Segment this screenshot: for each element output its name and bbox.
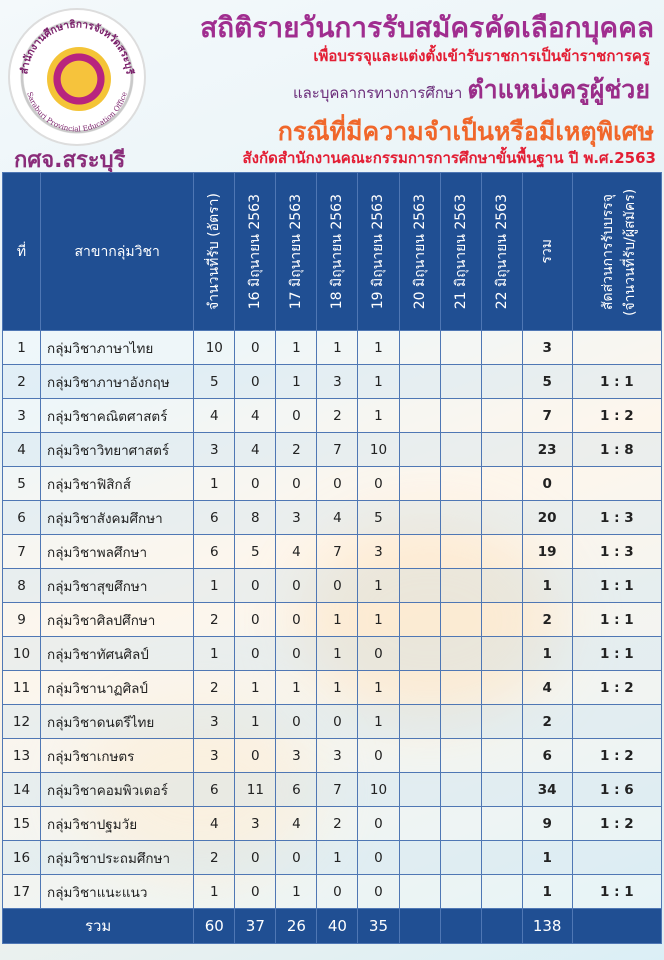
table-row [3,603,662,637]
cell-d21 [440,807,481,841]
cell-d19: 10 [358,433,399,467]
col-total: รวม [522,173,572,331]
cell-total: 1 [522,569,572,603]
cell-d16: 0 [235,875,276,909]
cell-d22 [481,501,522,535]
cell-total: 4 [522,671,572,705]
cell-d22 [481,603,522,637]
cell-ratio: 1 : 2 [572,671,661,705]
cell-d16: 4 [235,399,276,433]
cell-d16: 3 [235,807,276,841]
cell-d18: 0 [317,875,358,909]
cell-no: 5 [3,467,41,501]
cell-d17: 0 [276,399,317,433]
col-d18: 18 มิถุนายน 2563 [317,173,358,331]
col-quota: จำนวนที่รับ (อัตรา) [194,173,235,331]
cell-d19: 0 [358,807,399,841]
cell-no: 1 [3,331,41,365]
cell-d18: 1 [317,841,358,875]
cell-d22 [481,467,522,501]
cell-quota: 10 [194,331,235,365]
col-d17: 17 มิถุนายน 2563 [276,173,317,331]
cell-d21 [440,433,481,467]
subtitle-line-3 [293,70,650,110]
cell-d16: 0 [235,841,276,875]
cell-d16: 4 [235,433,276,467]
table-row [3,535,662,569]
cell-d22 [481,739,522,773]
cell-no: 11 [3,671,41,705]
cell-subject: กลุ่มวิชาศิลปศึกษา [41,603,194,637]
cell-ratio: 1 : 2 [572,399,661,433]
table-row [3,875,662,909]
cell-d20 [399,399,440,433]
cell-d16: 8 [235,501,276,535]
cell-d21 [440,467,481,501]
cell-d17: 1 [276,875,317,909]
cell-subject: กลุ่มวิชาเกษตร [41,739,194,773]
cell-d19: 5 [358,501,399,535]
total-d20 [399,909,440,944]
cell-no: 4 [3,433,41,467]
cell-no: 13 [3,739,41,773]
subtitle-line-4: กรณีที่มีความจำเป็นหรือมีเหตุพิเศษ [277,117,654,146]
cell-d16: 5 [235,535,276,569]
cell-d22 [481,331,522,365]
cell-ratio [572,467,661,501]
cell-total: 7 [522,399,572,433]
cell-subject: กลุ่มวิชาภาษาอังกฤษ [41,365,194,399]
cell-quota: 6 [194,535,235,569]
cell-ratio: 1 : 1 [572,569,661,603]
cell-total: 1 [522,841,572,875]
cell-d22 [481,671,522,705]
cell-d21 [440,705,481,739]
cell-d19: 1 [358,399,399,433]
cell-quota: 5 [194,365,235,399]
cell-d19: 3 [358,535,399,569]
cell-subject: กลุ่มวิชาแนะแนว [41,875,194,909]
cell-subject: กลุ่มวิชาปฐมวัย [41,807,194,841]
cell-no: 12 [3,705,41,739]
table-row [3,467,662,501]
cell-no: 8 [3,569,41,603]
col-d22: 22 มิถุนายน 2563 [481,173,522,331]
cell-d22 [481,399,522,433]
table-row [3,841,662,875]
cell-d21 [440,365,481,399]
cell-ratio: 1 : 6 [572,773,661,807]
cell-d21 [440,331,481,365]
cell-d19: 0 [358,637,399,671]
cell-no: 14 [3,773,41,807]
cell-d17: 3 [276,739,317,773]
cell-d19: 10 [358,773,399,807]
org-name: กศจ.สระบุรี [14,148,126,173]
total-label: รวม [3,909,194,944]
cell-subject: กลุ่มวิชาสุขศึกษา [41,569,194,603]
cell-total: 5 [522,365,572,399]
table-row [3,671,662,705]
cell-d17: 4 [276,807,317,841]
table-total-row [3,909,662,944]
cell-d22 [481,773,522,807]
table-row [3,637,662,671]
cell-d16: 0 [235,569,276,603]
cell-d18: 7 [317,535,358,569]
cell-d16: 11 [235,773,276,807]
cell-ratio: 1 : 2 [572,739,661,773]
total-d16: 37 [235,909,276,944]
col-d16: 16 มิถุนายน 2563 [235,173,276,331]
cell-d20 [399,365,440,399]
cell-d17: 0 [276,637,317,671]
cell-no: 10 [3,637,41,671]
cell-subject: กลุ่มวิชาฟิสิกส์ [41,467,194,501]
cell-subject: กลุ่มวิชาทัศนศิลป์ [41,637,194,671]
cell-ratio: 1 : 8 [572,433,661,467]
cell-d17: 2 [276,433,317,467]
cell-d22 [481,365,522,399]
cell-d20 [399,603,440,637]
cell-d20 [399,637,440,671]
cell-quota: 6 [194,773,235,807]
total-d18: 40 [317,909,358,944]
cell-d22 [481,637,522,671]
table-row [3,773,662,807]
cell-d17: 0 [276,467,317,501]
cell-quota: 4 [194,807,235,841]
cell-d20 [399,535,440,569]
cell-subject: กลุ่มวิชาภาษาไทย [41,331,194,365]
cell-d21 [440,875,481,909]
cell-d18: 2 [317,807,358,841]
cell-ratio: 1 : 3 [572,501,661,535]
cell-d17: 4 [276,535,317,569]
cell-d18: 3 [317,739,358,773]
cell-d18: 7 [317,433,358,467]
col-ratio: สัดส่วนการรับบรรจุ (จำนวนที่รับ/ผู้สมัคร) [572,173,661,331]
cell-d17: 6 [276,773,317,807]
table-row [3,433,662,467]
cell-d18: 7 [317,773,358,807]
cell-subject: กลุ่มวิชาสังคมศึกษา [41,501,194,535]
cell-total: 23 [522,433,572,467]
cell-d20 [399,705,440,739]
cell-no: 15 [3,807,41,841]
col-subject: สาขากลุ่มวิชา [41,173,194,331]
cell-d19: 0 [358,841,399,875]
cell-d21 [440,535,481,569]
total-d21 [440,909,481,944]
cell-d22 [481,433,522,467]
stats-table [2,172,662,944]
cell-d18: 1 [317,603,358,637]
cell-d21 [440,773,481,807]
cell-quota: 3 [194,739,235,773]
cell-d19: 1 [358,603,399,637]
cell-d16: 0 [235,365,276,399]
cell-total: 1 [522,875,572,909]
cell-d20 [399,671,440,705]
cell-d21 [440,637,481,671]
cell-d22 [481,705,522,739]
table-row [3,399,662,433]
cell-d22 [481,569,522,603]
cell-d18: 3 [317,365,358,399]
cell-d22 [481,535,522,569]
subtitle-line-2: เพื่อบรรจุและแต่งตั้งเข้ารับราชการเป็นข้าราชการครู [313,47,650,65]
cell-d22 [481,841,522,875]
cell-subject: กลุ่มวิชานาฏศิลป์ [41,671,194,705]
cell-d17: 3 [276,501,317,535]
cell-d16: 0 [235,637,276,671]
cell-d20 [399,807,440,841]
cell-d20 [399,569,440,603]
total-sum: 138 [522,909,572,944]
cell-ratio: 1 : 1 [572,365,661,399]
page-title: สถิติรายวันการรับสมัครคัดเลือกบุคคล [200,11,654,44]
cell-quota: 2 [194,603,235,637]
cell-subject: กลุ่มวิชาดนตรีไทย [41,705,194,739]
table-row [3,705,662,739]
cell-d20 [399,501,440,535]
cell-d20 [399,739,440,773]
cell-subject: กลุ่มวิชาคณิตศาสตร์ [41,399,194,433]
subtitle-line-5: สังกัดสำนักงานคณะกรรมการการศึกษาขั้นพื้นฐาน ปี พ.ศ.2563 [242,149,656,167]
cell-total: 34 [522,773,572,807]
cell-d20 [399,875,440,909]
total-quota: 60 [194,909,235,944]
cell-d17: 0 [276,569,317,603]
office-logo [8,8,146,146]
cell-ratio [572,331,661,365]
cell-quota: 3 [194,705,235,739]
cell-quota: 1 [194,569,235,603]
cell-d19: 1 [358,365,399,399]
cell-total: 19 [522,535,572,569]
cell-d22 [481,807,522,841]
cell-ratio [572,841,661,875]
cell-ratio: 1 : 1 [572,637,661,671]
cell-ratio: 1 : 3 [572,535,661,569]
cell-no: 6 [3,501,41,535]
cell-d16: 0 [235,739,276,773]
position-title: ตำแหน่งครูผู้ช่วย [467,75,650,104]
table-row [3,569,662,603]
cell-quota: 1 [194,637,235,671]
cell-total: 9 [522,807,572,841]
subtitle-line-3a: และบุคลากรทางการศึกษา [292,84,463,102]
cell-d18: 0 [317,569,358,603]
cell-d18: 4 [317,501,358,535]
cell-d18: 2 [317,399,358,433]
cell-total: 6 [522,739,572,773]
table-row [3,331,662,365]
cell-d21 [440,569,481,603]
cell-d16: 1 [235,705,276,739]
table-row [3,807,662,841]
table-row [3,739,662,773]
cell-d17: 1 [276,365,317,399]
cell-d16: 1 [235,671,276,705]
cell-d16: 0 [235,467,276,501]
cell-quota: 1 [194,875,235,909]
cell-total: 20 [522,501,572,535]
cell-d16: 0 [235,331,276,365]
cell-total: 2 [522,603,572,637]
cell-no: 2 [3,365,41,399]
cell-d20 [399,331,440,365]
cell-d21 [440,399,481,433]
cell-no: 7 [3,535,41,569]
cell-d21 [440,841,481,875]
cell-d20 [399,841,440,875]
cell-d21 [440,739,481,773]
logo-emblem-icon [47,47,111,111]
cell-d19: 1 [358,331,399,365]
cell-ratio: 1 : 1 [572,875,661,909]
cell-d19: 0 [358,875,399,909]
cell-subject: กลุ่มวิชาวิทยาศาสตร์ [41,433,194,467]
cell-d18: 1 [317,331,358,365]
cell-quota: 1 [194,467,235,501]
total-d19: 35 [358,909,399,944]
cell-subject: กลุ่มวิชาคอมพิวเตอร์ [41,773,194,807]
col-d21: 21 มิถุนายน 2563 [440,173,481,331]
cell-d20 [399,773,440,807]
cell-d19: 0 [358,739,399,773]
cell-d19: 1 [358,671,399,705]
cell-d19: 1 [358,705,399,739]
cell-d18: 1 [317,637,358,671]
table-row [3,501,662,535]
table-header-row [3,173,662,331]
col-no: ที่ [3,173,41,331]
page-header [0,0,664,172]
cell-no: 17 [3,875,41,909]
cell-quota: 2 [194,671,235,705]
col-d19: 19 มิถุนายน 2563 [358,173,399,331]
cell-d17: 0 [276,841,317,875]
cell-total: 3 [522,331,572,365]
cell-d17: 1 [276,331,317,365]
cell-no: 3 [3,399,41,433]
cell-subject: กลุ่มวิชาประถมศึกษา [41,841,194,875]
cell-d17: 0 [276,705,317,739]
cell-ratio: 1 : 1 [572,603,661,637]
cell-quota: 3 [194,433,235,467]
cell-d18: 0 [317,467,358,501]
cell-total: 2 [522,705,572,739]
cell-d19: 0 [358,467,399,501]
cell-d22 [481,875,522,909]
cell-d17: 1 [276,671,317,705]
total-d17: 26 [276,909,317,944]
cell-d16: 0 [235,603,276,637]
cell-d20 [399,467,440,501]
cell-d21 [440,671,481,705]
logo-text-en: Saraburi Provincial Education Office [25,90,129,134]
cell-no: 16 [3,841,41,875]
cell-d18: 0 [317,705,358,739]
cell-d18: 1 [317,671,358,705]
cell-ratio: 1 : 2 [572,807,661,841]
cell-quota: 4 [194,399,235,433]
cell-no: 9 [3,603,41,637]
table-body [3,331,662,909]
cell-d19: 1 [358,569,399,603]
cell-d21 [440,603,481,637]
cell-d21 [440,501,481,535]
cell-d17: 0 [276,603,317,637]
logo-text-th: สำนักงานศึกษาธิการจังหวัดสระบุรี [19,19,135,76]
total-d22 [481,909,522,944]
cell-quota: 2 [194,841,235,875]
col-d20: 20 มิถุนายน 2563 [399,173,440,331]
cell-subject: กลุ่มวิชาพลศึกษา [41,535,194,569]
table-row [3,365,662,399]
cell-total: 1 [522,637,572,671]
cell-quota: 6 [194,501,235,535]
cell-d20 [399,433,440,467]
cell-ratio [572,705,661,739]
cell-total: 0 [522,467,572,501]
total-ratio [572,909,661,944]
